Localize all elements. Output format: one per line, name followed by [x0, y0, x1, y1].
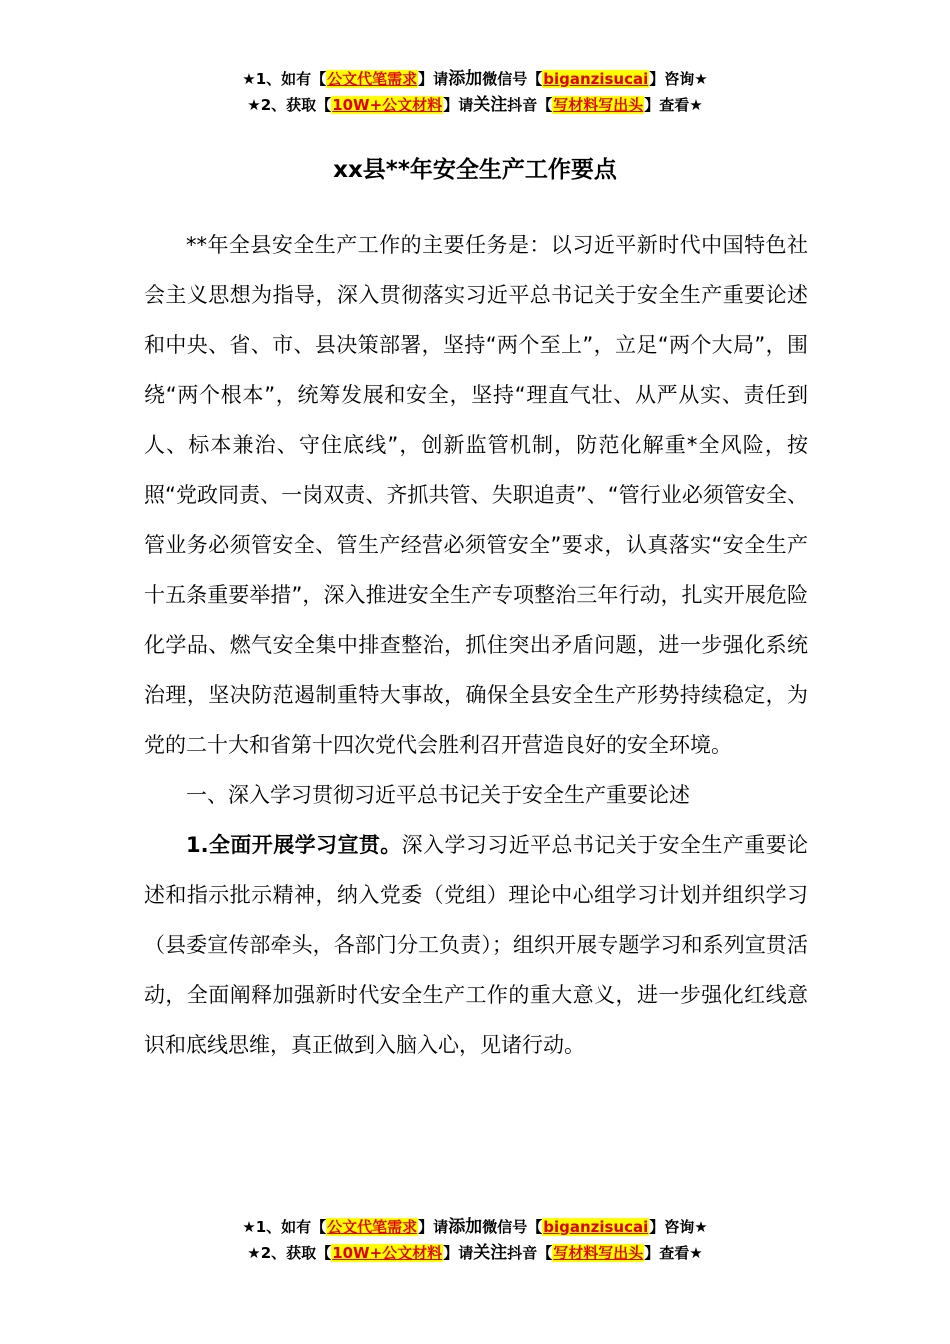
highlight-wechat-id: biganzisucai [543, 1218, 649, 1236]
banner-line-2: ★2、获取【10W+公文材料】请关注抖音【写材料写出头】查看★ [247, 1243, 703, 1263]
document-body [144, 220, 808, 1070]
highlight-service: 公文代笔需求 [327, 70, 418, 88]
document-title: xx县**年安全生产工作要点 [333, 157, 617, 183]
banner-line-2: ★2、获取【10W+公文材料】请关注抖音【写材料写出头】查看★ [247, 95, 703, 115]
item-1-title: 1.全面开展学习宣贯。 [186, 833, 402, 857]
highlight-douyin-account: 写材料写出头 [553, 96, 644, 114]
item-1-paragraph [144, 820, 808, 1070]
item-1-body: 深入学习习近平总书记关于安全生产重要论述和指示批示精神，纳入党委（党组）理论中心组学习计划并组织学习（县委宣传部牵头，各部门分工负责）；组织开展专题学习和系列宣贯活动，全面阐释加强新时代安全生产工作的重大意义，进一步强化红线意识和底线思维，真正做到入脑入心，见诸行动。 [144, 833, 809, 1057]
highlight-douyin-account: 写材料写出头 [553, 1244, 644, 1262]
banner-line-1: ★1、如有【公文代笔需求】请添加微信号【biganzisucai】咨询★ [242, 69, 708, 89]
highlight-materials: 10W+公文材料 [332, 96, 443, 114]
highlight-service: 公文代笔需求 [327, 1218, 418, 1236]
banner-line-1: ★1、如有【公文代笔需求】请添加微信号【biganzisucai】咨询★ [242, 1217, 708, 1237]
highlight-wechat-id: biganzisucai [543, 70, 649, 88]
highlight-materials: 10W+公文材料 [332, 1244, 443, 1262]
bottom-banner [0, 1214, 950, 1266]
top-banner [0, 66, 950, 118]
section-1-heading: 一、深入学习贯彻习近平总书记关于安全生产重要论述 [186, 783, 690, 807]
intro-paragraph: **年全县安全生产工作的主要任务是：以习近平新时代中国特色社会主义思想为指导，深入贯彻落实习近平总书记关于安全生产重要论述和中央、省、市、县决策部署，坚持“两个至上”，立足“两个大局”，围绕“两个根本”，统筹发展和安全，坚持“理直气壮、从严从实、责任到人、标本兼治、守住底线”，创新监管机制，防范化解重*全风险，按照“党政同责、一岗双责、齐抓共管、失职追责”、“管行业必须管安全、管业务必须管安全、管生产经营必须管安全”要求，认真落实“安全生产十五条重要举措”，深入推进安全生产专项整治三年行动，扎实开展危险化学品、燃气安全集中排查整治，抓住突出矛盾问题，进一步强化系统治理，坚决防范遏制重特大事故，确保全县安全生产形势持续稳定，为党的二十大和省第十四次党代会胜利召开营造良好的安全环境。 [144, 233, 808, 757]
